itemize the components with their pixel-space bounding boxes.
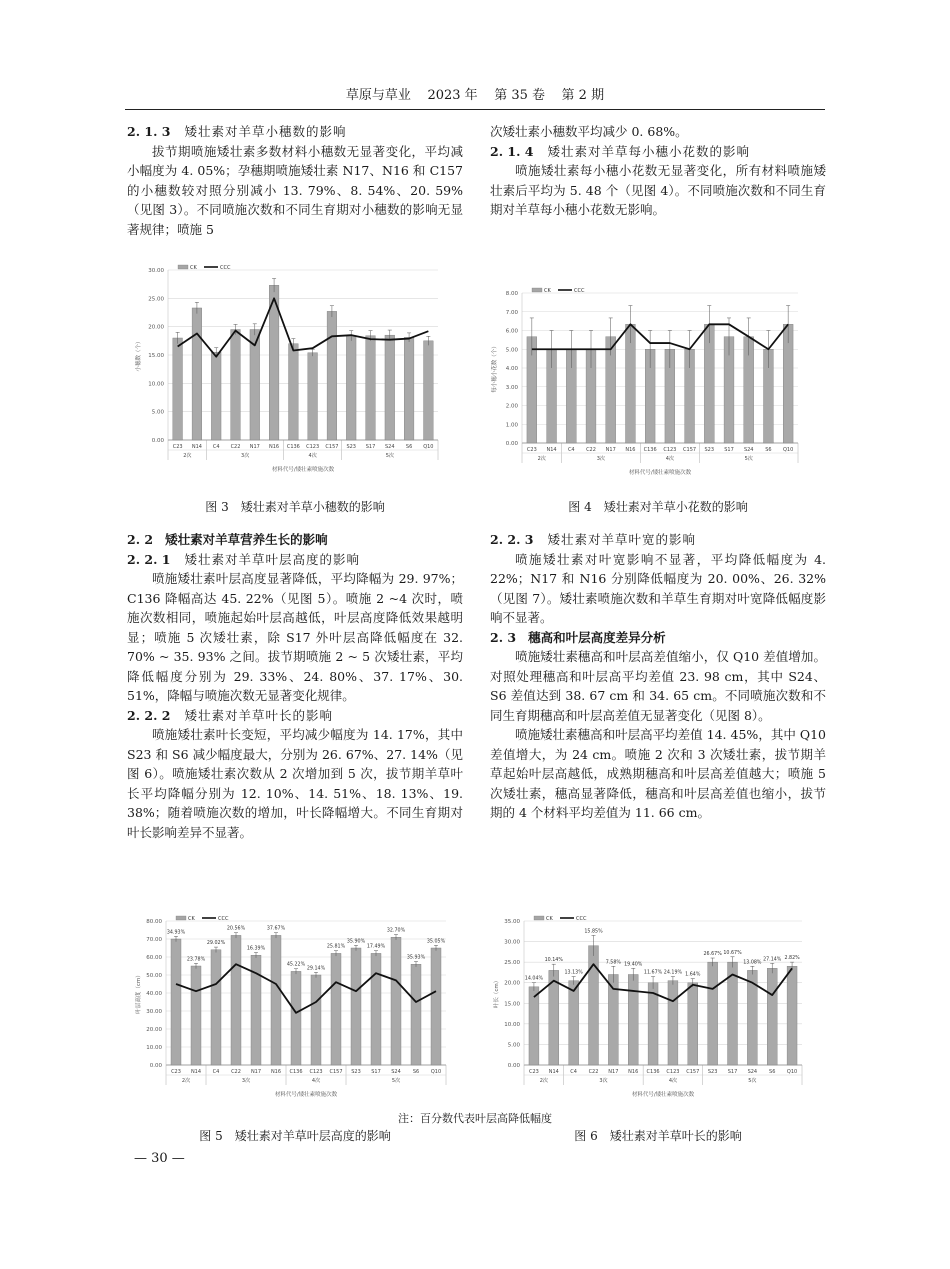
y-tick-label: 10.00 (148, 381, 164, 388)
data-label: 35.93% (406, 955, 426, 961)
y-tick-label: 10.00 (504, 1021, 520, 1028)
x-tick-label: C136 (646, 1069, 660, 1075)
journal-name: 草原与草业 (345, 88, 411, 103)
section-heading-2-3 (490, 628, 826, 648)
x-tick-label: S23 (707, 1069, 718, 1075)
left-column-middle (127, 530, 463, 842)
group-label: 3次 (241, 1078, 251, 1084)
bar (385, 335, 395, 440)
bar (308, 353, 318, 440)
legend-ccc-label: CCC (576, 916, 587, 922)
legend-ck-label: CK (188, 916, 195, 922)
section-number: 2. 2 (127, 532, 154, 547)
y-tick-label: 5.00 (505, 347, 518, 354)
bar (787, 966, 797, 1065)
x-tick-label: C157 (329, 1069, 343, 1075)
legend-ck-label: CK (190, 265, 197, 271)
x-tick-label: N16 (269, 444, 280, 450)
data-label: 26.67% (703, 952, 722, 958)
y-axis-label: 每小穗小花数（个） (492, 343, 498, 393)
y-tick-label: 20.00 (504, 980, 520, 987)
figure-4-chart (486, 285, 808, 485)
bar (289, 344, 299, 440)
x-tick-label: C123 (309, 1069, 323, 1075)
x-tick-label: C4 (567, 447, 575, 453)
data-label: 1.64% (685, 972, 701, 978)
x-tick-label: C4 (570, 1069, 577, 1075)
data-label: 15.85% (584, 929, 603, 935)
x-tick-label: C23 (172, 444, 183, 450)
x-tick-label: S6 (405, 444, 413, 450)
y-tick-label: 5.00 (151, 409, 164, 416)
figure-5-caption: 图 5 矮壮素对羊草叶层高度的影响 (199, 1129, 391, 1143)
x-axis-label: 材料代号/矮壮素喷施次数 (628, 470, 692, 476)
x-tick-label: Q10 (786, 1069, 798, 1075)
group-label: 4次 (308, 453, 317, 459)
section-number: 2. 1. 4 (490, 143, 534, 159)
paragraph: 喷施矮壮素对叶宽影响不显著，平均降低幅度为 4. 22%；N17 和 N16 分别降低幅度为 20. 00%、26. 32%（见图 7）。矮壮素喷施次数和羊草生育期对叶宽降低幅度影响不显著。 (490, 551, 826, 625)
group-label: 4次 (311, 1078, 321, 1084)
x-tick-label: N17 (605, 447, 616, 453)
bar (211, 950, 221, 1065)
group-label: 5次 (744, 456, 753, 462)
bar (708, 962, 718, 1065)
data-label: 34.93% (166, 930, 186, 936)
page-number: — 30 — (134, 1151, 185, 1166)
data-label: 35.05% (426, 939, 446, 945)
data-label: 13.08% (743, 960, 762, 966)
data-label: 29.02% (206, 941, 226, 947)
y-axis-label: 叶长（cm） (494, 977, 500, 1009)
x-tick-label: C136 (289, 1069, 303, 1075)
y-tick-label: 15.00 (148, 353, 164, 359)
x-tick-label: S23 (704, 447, 715, 453)
data-label: 19.40% (624, 962, 643, 968)
legend-ccc-label: CCC (574, 288, 585, 294)
y-tick-label: 60.00 (146, 955, 162, 961)
group-label: 2次 (181, 1078, 191, 1084)
y-axis-label: 小穗数（个） (136, 338, 142, 372)
group-label: 2次 (537, 456, 546, 462)
x-tick-label: S23 (346, 444, 356, 450)
figure-note: 注：百分数代表叶层高降低幅度 (398, 1112, 552, 1125)
bar (271, 935, 281, 1065)
section-heading-2-2-3 (490, 530, 826, 550)
section-heading-2-2-1 (127, 550, 463, 570)
x-tick-label: S6 (769, 1069, 776, 1075)
y-tick-label: 70.00 (146, 937, 162, 943)
bar (211, 352, 221, 440)
y-tick-label: 80.00 (146, 919, 162, 925)
x-tick-label: S23 (351, 1069, 361, 1075)
section-heading-2-2-2 (127, 706, 463, 726)
section-title: 矮壮素对羊草叶层高度的影响 (184, 551, 361, 567)
y-tick-label: 30.00 (146, 1009, 162, 1015)
y-tick-label: 0.00 (507, 1063, 520, 1069)
x-tick-label: C123 (306, 444, 320, 450)
y-tick-label: 8.00 (505, 291, 518, 297)
data-label: 20.56% (226, 926, 246, 932)
y-tick-label: 6.00 (505, 328, 518, 335)
y-tick-label: 3.00 (505, 384, 518, 391)
y-tick-label: 25.00 (504, 960, 520, 967)
bar (291, 971, 301, 1065)
paragraph: 拔节期喷施矮壮素多数材料小穗数无显著变化，平均减小幅度为 4. 05%；孕穗期喷施矮壮素 N17、N16 和 C157 的小穗数较对照分别减小 13. 79%、8. 54%、20. 59%（见图 3）。不同喷施次数和不同生育期对小穗数的影响无显著规律；喷施 5 (127, 143, 463, 237)
section-number: 2. 2. 1 (127, 551, 171, 567)
bar (371, 953, 381, 1065)
x-tick-label: S24 (385, 444, 395, 450)
header-rule (125, 109, 825, 110)
bar (411, 964, 421, 1065)
figure-4-caption: 图 4 矮壮素对羊草小花数的影响 (568, 500, 748, 514)
data-label: 35.90% (346, 939, 366, 945)
bar (767, 968, 777, 1065)
bar (351, 948, 361, 1065)
figure-6-caption: 图 6 矮壮素对羊草叶长的影响 (574, 1129, 742, 1143)
group-label: 3次 (596, 456, 605, 462)
right-column-middle (490, 530, 826, 823)
section-number: 2. 3 (490, 629, 517, 645)
y-tick-label: 50.00 (146, 973, 162, 979)
section-title: 矮壮素对羊草叶长的影响 (184, 707, 334, 723)
data-label: 32.70% (386, 928, 406, 934)
y-tick-label: 0.00 (149, 1063, 162, 1069)
y-tick-label: 10.00 (146, 1045, 162, 1051)
bar (171, 939, 181, 1065)
paragraph: 喷施矮壮素穗高和叶层高差值缩小，仅 Q10 差值增加。对照处理穗高和叶层高平均差值 23. 98 cm，其中 S24、S6 差值达到 38. 67 cm 和 34. 65 cm。不同喷施次数和不同生育期穗高和叶层高差值无显著变化（见图 8）。 (490, 649, 826, 723)
y-tick-label: 40.00 (146, 991, 162, 997)
x-tick-label: S17 (724, 447, 734, 453)
x-tick-label: C157 (325, 444, 339, 450)
bar (192, 308, 202, 440)
x-tick-label: S17 (365, 444, 376, 450)
y-tick-label: 15.00 (504, 1001, 520, 1008)
y-tick-label: 30.00 (504, 939, 520, 946)
data-label: 2.82% (784, 956, 800, 962)
x-tick-label: C136 (643, 447, 657, 453)
x-tick-label: N16 (625, 447, 636, 453)
data-label: 10.67% (723, 950, 742, 956)
section-heading-2-2 (127, 530, 463, 550)
section-title: 矮壮素对羊草小穗数的影响 (184, 124, 347, 139)
bar (404, 337, 414, 440)
data-label: 17.49% (366, 944, 386, 950)
figure-3-chart (130, 262, 448, 482)
group-label: 4次 (668, 1078, 678, 1084)
bar (173, 338, 183, 440)
data-label: 10.14% (544, 958, 563, 964)
data-label: 29.14% (306, 966, 326, 972)
x-tick-label: Q10 (430, 1069, 442, 1075)
section-title: 矮壮素对羊草每小穗小花数的影响 (547, 143, 751, 159)
x-tick-label: C22 (230, 444, 241, 450)
data-label: 37.67% (266, 926, 286, 932)
bar (668, 981, 678, 1065)
x-tick-label: S17 (727, 1069, 738, 1075)
data-label: 7.58% (605, 960, 621, 966)
running-header (0, 84, 950, 103)
x-axis-label: 材料代号/矮壮素喷施次数 (274, 1092, 338, 1098)
bar (431, 948, 441, 1065)
y-tick-label: 4.00 (505, 366, 518, 372)
journal-issue: 第 2 期 (561, 88, 605, 103)
section-title: 矮壮素对羊草营养生长的影响 (165, 532, 328, 547)
data-label: 13.13% (564, 970, 583, 976)
section-heading-2-1-3 (127, 122, 463, 142)
x-tick-label: S24 (743, 447, 754, 453)
y-axis-label: 叶层高度（cm） (136, 972, 142, 1014)
section-number: 2. 1. 3 (127, 124, 171, 139)
group-label: 3次 (599, 1078, 608, 1084)
group-label: 2次 (183, 453, 192, 459)
left-column-top (127, 122, 463, 239)
bar (569, 981, 579, 1065)
bar (231, 330, 241, 441)
bar (191, 966, 201, 1065)
section-heading-2-1-4 (490, 142, 826, 162)
x-axis-label: 材料代号/矮壮素喷施次数 (631, 1092, 695, 1098)
x-tick-label: C22 (586, 447, 596, 453)
bar (331, 953, 341, 1065)
y-tick-label: 20.00 (146, 1027, 162, 1033)
data-label: 24.19% (663, 970, 683, 976)
group-label: 4次 (665, 456, 674, 462)
x-tick-label: C23 (526, 447, 537, 453)
y-tick-label: 20.00 (148, 324, 164, 331)
x-tick-label: N17 (249, 444, 260, 450)
bar (311, 975, 321, 1065)
x-tick-label: C4 (212, 1069, 220, 1075)
y-tick-label: 5.00 (507, 1042, 520, 1049)
y-tick-label: 0.00 (505, 441, 518, 447)
bar (346, 336, 356, 440)
x-tick-label: N14 (190, 1069, 202, 1075)
x-tick-label: C123 (663, 447, 677, 453)
right-column-top (490, 122, 826, 220)
data-label: 27.14% (763, 957, 782, 963)
group-label: 2次 (539, 1078, 548, 1084)
bar (628, 974, 638, 1065)
bar (366, 336, 376, 440)
x-tick-label: N17 (250, 1069, 262, 1075)
group-label: 5次 (385, 453, 394, 459)
x-tick-label: C4 (212, 444, 220, 450)
x-tick-label: S17 (371, 1069, 381, 1075)
y-tick-label: 1.00 (505, 422, 518, 429)
x-tick-label: C23 (528, 1069, 539, 1075)
legend-ck-swatch (178, 265, 188, 269)
y-tick-label: 30.00 (148, 268, 164, 274)
data-label: 23.78% (186, 957, 206, 963)
figure-6-chart (488, 913, 808, 1103)
x-tick-label: S6 (412, 1069, 420, 1075)
x-tick-label: C157 (686, 1069, 700, 1075)
group-label: 5次 (391, 1078, 401, 1084)
legend-ck-swatch (532, 288, 542, 292)
x-tick-label: C136 (286, 444, 300, 450)
bar (327, 311, 337, 440)
paragraph: 喷施矮壮素每小穗小花数无显著变化，所有材料喷施矮壮素后平均为 5. 48 个（见图 4）。不同喷施次数和不同生育期对羊草每小穗小花数无影响。 (490, 163, 826, 217)
legend-ck-label: CK (546, 916, 553, 922)
paragraph: 次矮壮素小穗数平均减少 0. 68%。 (490, 124, 688, 139)
legend-ccc-label: CCC (220, 265, 231, 271)
journal-volume: 第 35 卷 (494, 88, 546, 103)
legend-ck-label: CK (544, 288, 551, 294)
y-tick-label: 25.00 (148, 296, 164, 303)
legend-ck-swatch (534, 916, 544, 920)
x-tick-label: C22 (231, 1069, 241, 1075)
legend-ccc-label: CCC (218, 916, 229, 922)
y-tick-label: 2.00 (505, 403, 518, 410)
section-title: 矮壮素对羊草叶宽的影响 (547, 532, 697, 547)
section-number: 2. 2. 2 (127, 707, 171, 723)
x-tick-label: C157 (683, 447, 697, 453)
x-tick-label: N14 (191, 444, 202, 450)
data-label: 45.22% (286, 962, 306, 968)
paragraph: 喷施矮壮素叶长变短，平均减少幅度为 14. 17%，其中 S23 和 S6 减少幅度最大，分别为 26. 67%、27. 14%（见图 6）。喷施矮壮素次数从 2 次增加到 5 次，拔节期羊草叶长平均降幅分别为 12. 10%、14. 51%、18. 13%、19. 38%；随着喷施次数的增加，叶长降幅增大。不同生育期对叶长影响差异不显著。 (127, 727, 463, 840)
data-label: 14.04% (524, 976, 544, 982)
x-tick-label: N16 (270, 1069, 282, 1075)
bar (424, 341, 434, 440)
x-tick-label: N17 (608, 1069, 619, 1075)
x-axis-label: 材料代号/矮壮素喷施次数 (271, 467, 335, 473)
bar (231, 935, 241, 1065)
y-tick-label: 35.00 (504, 919, 520, 925)
y-tick-label: 0.00 (151, 438, 164, 444)
figure-5-chart (130, 913, 450, 1103)
x-tick-label: N14 (546, 447, 557, 453)
x-tick-label: N14 (548, 1069, 559, 1075)
data-label: 11.67% (643, 970, 663, 976)
bar (529, 987, 539, 1065)
x-tick-label: S24 (391, 1069, 401, 1075)
x-tick-label: S24 (747, 1069, 758, 1075)
x-tick-label: C123 (666, 1069, 680, 1075)
paragraph: 喷施矮壮素叶层高度显著降低，平均降幅为 29. 97%；C136 降幅高达 45. 22%（见图 5）。喷施 2 ~4 次时，喷施次数相同，喷施起始叶层高越低，叶层高度降低效果越明显；喷施 5 次矮壮素，除 S17 外叶层高降低幅度在 32. 70% ~ 35. 93% 之间。拔节期喷施 2 ~ 5 次矮壮素，平均降低幅度分别为 29. 33%、24. 80%、37. 17%、30. 51%，降幅与喷施次数无显著变化规律。 (127, 571, 463, 703)
x-tick-label: S6 (765, 447, 772, 453)
x-tick-label: Q10 (423, 444, 434, 450)
legend-ck-swatch (176, 916, 186, 920)
figure-3-caption: 图 3 矮壮素对羊草小穗数的影响 (205, 500, 385, 514)
group-label: 3次 (241, 453, 250, 459)
paragraph: 喷施矮壮素穗高和叶层高平均差值 14. 45%，其中 Q10 差值增大，为 24 cm。喷施 2 次和 3 次矮壮素，拔节期羊草起始叶层高越低，成熟期穗高和叶层高差值越大；喷施 5 次矮壮素，穗高显著降低，穗高和叶层高差值也缩小，拔节期的 4 个材料平均差值为 11. 66 cm。 (490, 727, 826, 820)
section-number: 2. 2. 3 (490, 532, 534, 547)
data-label: 25.81% (326, 944, 346, 950)
x-tick-label: Q10 (782, 447, 794, 453)
bar (391, 937, 401, 1065)
journal-year: 2023 年 (427, 88, 478, 103)
x-tick-label: C22 (588, 1069, 599, 1075)
data-label: 16.39% (246, 946, 266, 952)
y-tick-label: 7.00 (505, 309, 518, 316)
bar (688, 983, 698, 1065)
x-tick-label: N16 (628, 1069, 639, 1075)
section-title: 穗高和叶层高度差异分析 (528, 629, 666, 645)
x-tick-label: C23 (171, 1069, 181, 1075)
group-label: 5次 (748, 1078, 757, 1084)
